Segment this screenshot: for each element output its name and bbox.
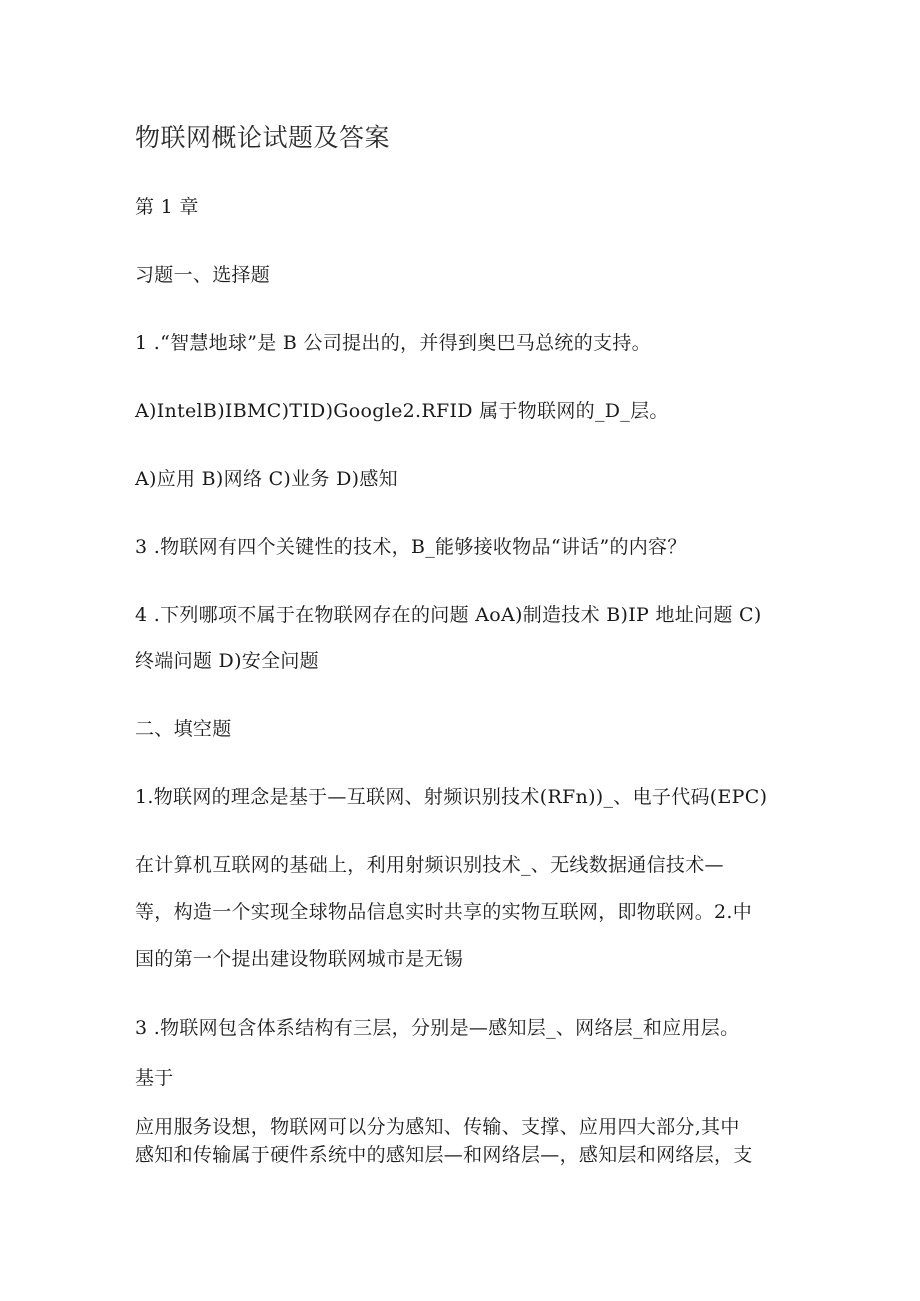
fill-3-line-2: 基于	[135, 1067, 174, 1089]
question-4-line-2: 终端问题 D)安全问题	[135, 650, 319, 672]
question-1: 1 .“智慧地球”是 B 公司提出的，并得到奥巴马总统的支持。	[135, 332, 651, 354]
question-4-line-1: 4 .下列哪项不属于在物联网存在的问题 AoA)制造技术 B)IP 地址问题 C)	[135, 604, 762, 626]
question-3: 3 .物联网有四个关键性的技术，B_能够接收物品“讲话”的内容？	[135, 536, 687, 558]
fill-3-line-3: 应用服务设想，物联网可以分为感知、传输、支撑、应用四大部分,其中	[135, 1116, 740, 1138]
fill-1-line-1: 1.物联网的理念是基于—互联网、射频识别技术(RFn))_、电子代码(EPC)	[135, 786, 768, 808]
fill-3-line-4: 感知和传输属于硬件系统中的感知层—和网络层—，感知层和网络层，支	[135, 1144, 753, 1166]
fill-1-line-2: 在计算机互联网的基础上，利用射频识别技术_、无线数据通信技术—	[135, 854, 724, 876]
fill-3-line-1: 3 .物联网包含体系结构有三层，分别是—感知层_、网络层_和应用层。	[135, 1017, 740, 1039]
question-2-options: A)应用 B)网络 C)业务 D)感知	[135, 468, 398, 490]
section-heading-fill: 二、填空题	[135, 718, 232, 740]
document-title: 物联网概论试题及答案	[135, 123, 391, 152]
section-heading-choice: 习题一、选择题	[135, 264, 271, 286]
question-1-options-and-question-2: A)IntelB)IBMC)TID)Google2.RFID 属于物联网的_D_层。	[135, 400, 669, 422]
chapter-heading: 第 1 章	[135, 196, 199, 218]
fill-1-line-3: 等，构造一个实现全球物品信息实时共享的实物互联网，即物联网。2.中	[135, 901, 753, 923]
fill-1-line-4: 国的第一个提出建设物联网城市是无锡	[135, 948, 464, 970]
